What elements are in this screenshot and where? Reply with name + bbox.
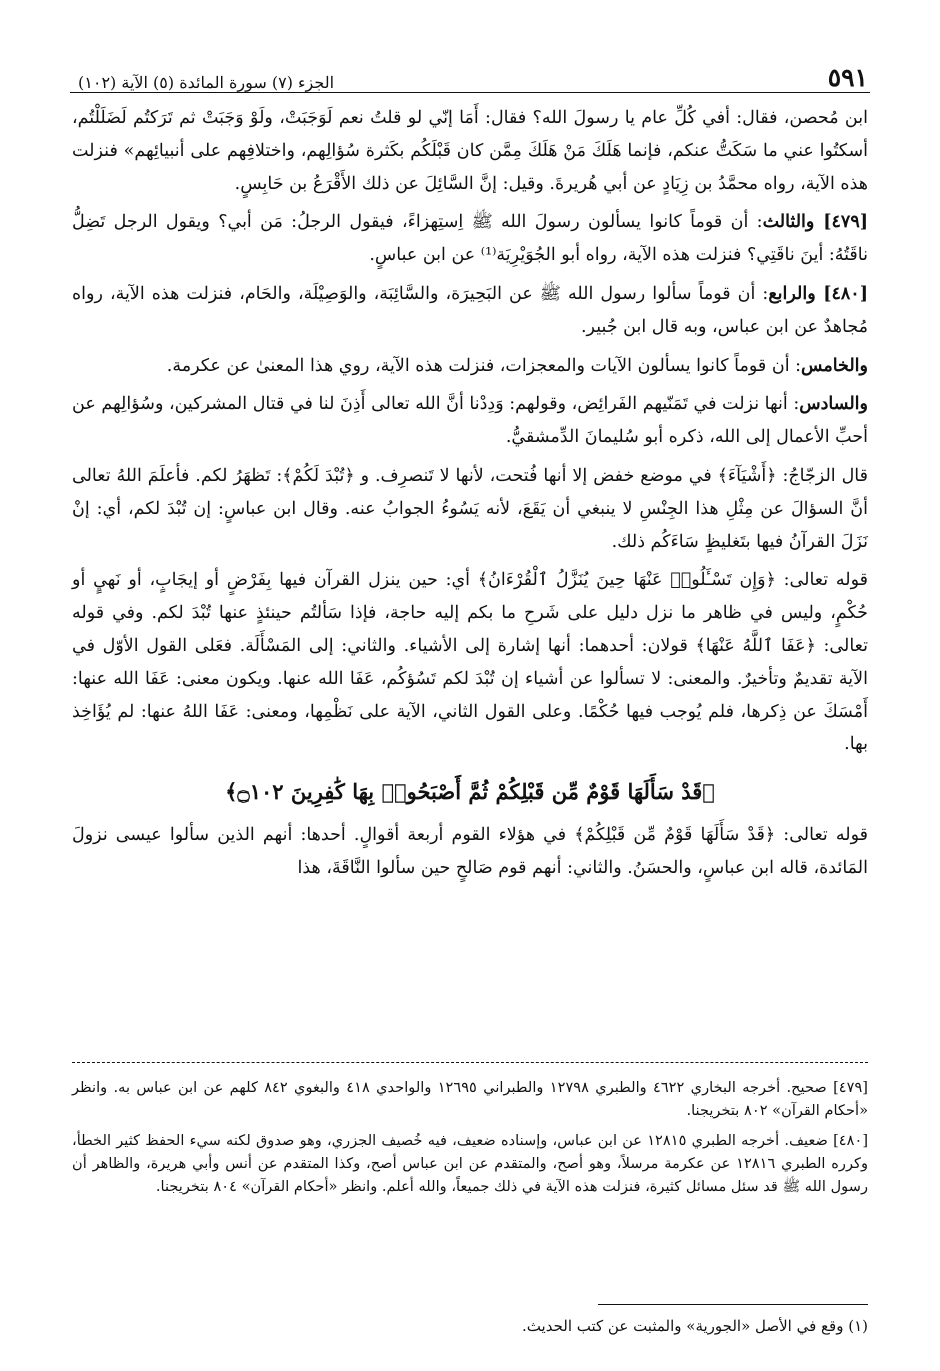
paragraph-lead: والسادس (799, 394, 868, 415)
paragraph (72, 278, 868, 344)
paragraph: ابن مُحصن، فقال: أفي كُلِّ عام يا رسولَ الله؟ فقال: أَمَا إنّي لو قلتُ نعم لَوَجَبَتْ، ولَوْ وَجَبَتْ ثم تَرَكتُم لَضَلَلْتُم، أسكتُوا عني ما سَكَتُّ عنكم، فإنما هَلَكَ مَنْ هَلَكَ مِمَّن كان قَبْلَكُم بكَثرة سُؤالِهم، واختلافِهم على أنبيائِهم» فنزلت هذه الآية، رواه محمَّدُ بن زِيَادٍ عن أبي هُريرةَ. وقيل: إنَّ السَّائِلَ عن ذلك الأَقْرَعُ بن حَابِسٍ. (72, 108, 868, 194)
footnote-rule (598, 1304, 868, 1305)
paragraph-text: : أن قوماً كانوا يسألون الآيات والمعجزات، فنزلت هذه الآية، روي هذا المعنىٰ عن عكرمة. (166, 355, 802, 376)
paragraph: قوله تعالى: ﴿قَدْ سَأَلَهَا قَوْمٌ مِّن قَبْلِكُمْ﴾ في هؤلاء القوم أربعة أقوالٍ. أحدها: أنهم الذين سألوا عيسى نزولَ المَائدة، قاله ابن عباسٍ، والحسَنُ. والثاني: أنهم قوم صَالحٍ حين سألوا النَّاقَةَ، هذا (72, 825, 868, 878)
paragraph: قال الزجّاجُ: ﴿أَشْيَآءَ﴾ في موضع خفض إلا أنها فُتحت، لأنها لا تَنصرِف. و ﴿تُبْدَ لَكُمْ﴾: تَظهَرُ لكم. فأعلَمَ اللهُ تعالى أنَّ السؤالَ عن مِثْلِ هذا الجِنْسِ لا ينبغي أن يَقَعَ، لأنه يَسُوءُ الجوابُ عنه. وقال ابن عباسٍ: إن تُبْدَ لكم، أي: إنْ نَزَلَ القرآنُ فيها بتَغليظٍ سَاءَكُم ذلك. (72, 465, 868, 552)
footnote: (١) وقع في الأصل «الجورية» والمثبت عن كتب الحديث. (522, 1317, 868, 1335)
page-number: ٥٩١ (827, 63, 868, 92)
paragraph-text: : أنها نزلت في تَمَنّيهم الفَرائِض، وقولهم: وَدِدْنا أنَّ الله تعالى أَذِنَ لنا في قتال المشركين، وسُؤالِهم عن أحبِّ الأعمال إلى الله، ذكره أبو سُليمانَ الدِّمشقيُّ. (72, 394, 868, 448)
running-header (78, 58, 868, 92)
paragraph-text: : أن قوماً سألوا رسول الله ﷺ عن البَحِيرَة، والسَّائِبَة، والوَصِيْلَة، والحَام، فنزلت هذه الآية، رواه مُجاهدٌ عن ابن عباس، وبه قال ابن جُبير. (72, 283, 868, 337)
paragraph (72, 206, 868, 272)
paragraph-text: : أن قوماً كانوا يسألون رسولَ الله ﷺ اِستِهزاءً، فيقول الرجلُ: مَن أبي؟ ويقول الرجل تَضِلُّ ناقَتُهُ: أينَ ناقَتِي؟ فنزلت هذه الآية، رواه أبو الجُوَيْرِيَة⁽¹⁾ عن ابن عباسٍ. (72, 212, 868, 266)
main-text (72, 102, 868, 891)
takhrij-notes (72, 1076, 868, 1204)
note-480: [٤٨٠] ضعيف. أخرجه الطبري ١٢٨١٥ عن ابن عباس، وإسناده ضعيف، فيه خُصيف الجزري، وهو صدوق لكنه سيء الحفظ كثير الخطأ، وكرره الطبري ١٢٨١٦ عن عكرمة مرسلاً، وهو أصح، والمتقدم عن ابن عباس أصح، وكذا المتقدم عن أنس وأبي هريرة، والظاهر أن رسول الله ﷺ قد سئل مسائل كثيرة، فنزلت هذه الآية في ذلك جميعاً، والله أعلم. وانظر «أحكام القرآن» ٨٠٤ بتخريجنا. (72, 1131, 869, 1196)
paragraph (72, 388, 868, 454)
note-479: [٤٧٩] صحيح. أخرجه البخاري ٤٦٢٢ والطبري ١٢٧٩٨ والطبراني ١٢٦٩٥ والواحدي ٤١٨ والبغوي ٨٤٢ كلهم عن ابن عباس به. وانظر «أحكام القرآن» ٨٠٢ بتخريجنا. (72, 1079, 868, 1120)
header-title: الجزء (٧) سورة المائدة (٥) الآية (١٠٢) (78, 73, 335, 92)
notes-separator (72, 1062, 868, 1063)
paragraph: قوله تعالى: ﴿وَإِن تَسْـَٔلُوا۟ عَنْهَا حِينَ يُنَزَّلُ ٱلْقُرْءَانُ﴾ أي: حين ينزل القرآن فيها بِفَرْضٍ أو إيجَابٍ، أو نَهيٍ أو حُكْمٍ، وليس في ظاهر ما نزل دليل على شَرحِ ما بكم إليه حاجة، فإذا سَألتُم حينئذٍ عنها تُبْدَ لكم. وفي قوله تعالى: ﴿عَفَا ٱللَّهُ عَنْهَا﴾ قولان: أحدهما: أنها إشارة إلى الأشياء. والثاني: إلى المَسْأَلَة. فعَلى القول الأوّل في الآية تقديمٌ وتأخيرٌ. والمعنى: لا تسألوا عن أشياء إن تُبْدَ لكم تَسُؤكُم، عَفَا الله عنها. ويكون معنى: عَفَا الله عنها: أَمْسَكَ عن ذِكرها، فلم يُوجب فيها حُكْمًا. وعلى القول الثاني، الآية على نَظْمِها، ومعنى: عَفَا اللهُ عنها: لم يُؤَاخِذ بها. (72, 570, 868, 755)
paragraph-lead: والخامس (801, 355, 868, 376)
paragraph-lead: [٤٧٩] والثالث (762, 212, 868, 233)
paragraph (72, 350, 868, 383)
header-rule (70, 92, 870, 93)
quran-verse: ﴿قَدْ سَأَلَهَا قَوْمٌ مِّن قَبْلِكُمْ ثُمَّ أَصْبَحُوا۟ بِهَا كَٰفِرِينَ ۝١٠٢﴾ (225, 779, 715, 805)
paragraph-lead: [٤٨٠] والرابع (768, 283, 868, 304)
